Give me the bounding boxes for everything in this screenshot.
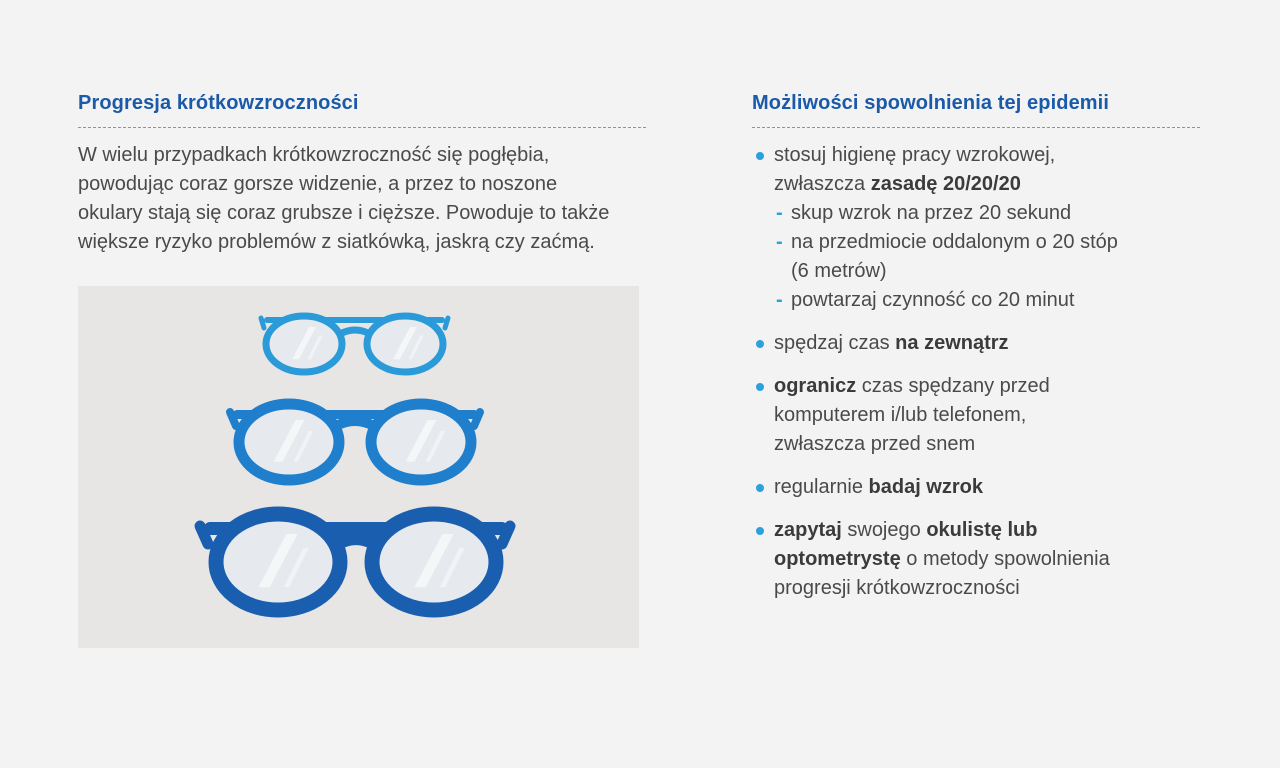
tip-text: komputerem i/lub telefonem,	[774, 404, 1027, 426]
glasses-graphic	[78, 286, 639, 648]
bullet-dot-icon	[756, 527, 764, 535]
bullet-dot-icon	[756, 152, 764, 160]
tip-text-part: regularnie	[774, 476, 869, 498]
sub-text: powtarzaj czynność co 20 minut	[791, 289, 1075, 311]
tip-text: zwłaszcza przed snem	[774, 433, 976, 455]
right-column	[752, 92, 1202, 617]
tip-text-part: zwłaszcza	[774, 173, 871, 195]
sub-list-item	[774, 286, 1202, 315]
dash-icon: -	[776, 231, 783, 253]
sub-text-cont: (6 metrów)	[791, 260, 887, 282]
dash-icon: -	[776, 202, 783, 224]
tip-text: stosuj higienę pracy wzrokowej,	[774, 144, 1056, 166]
tip-bold: badaj wzrok	[868, 476, 983, 498]
tip-bold: ogranicz	[774, 375, 857, 397]
list-item	[752, 329, 1202, 358]
left-heading: Progresja krótkowzroczności	[78, 92, 359, 114]
tip-bold: na zewnątrz	[895, 332, 1009, 354]
sub-list-item	[774, 199, 1202, 228]
bullet-dot-icon	[756, 484, 764, 492]
sub-list-item	[774, 228, 1202, 286]
tip-text-part: czas spędzany przed	[856, 375, 1050, 397]
tip-text-part: o metody spowolnienia	[900, 548, 1110, 570]
tip-text	[774, 329, 1202, 358]
tip-text	[774, 545, 1202, 574]
glasses-illustration	[78, 286, 639, 648]
glasses-small-icon	[261, 316, 448, 372]
left-divider	[78, 127, 646, 128]
tip-text-part: swojego	[841, 519, 927, 541]
sub-text: skup wzrok na przez 20 sekund	[791, 202, 1072, 224]
list-item	[752, 372, 1202, 459]
list-item	[752, 141, 1202, 315]
tip-bold: zasadę 20/20/20	[870, 173, 1021, 195]
tip-text	[774, 473, 1202, 502]
tip-text-part: spędzaj czas	[774, 332, 896, 354]
sub-text: na przedmiocie oddalonym o 20 stóp	[791, 231, 1118, 253]
sub-list	[774, 199, 1202, 315]
tip-bold: optometrystę	[774, 548, 901, 570]
right-heading: Możliwości spowolnienia tej epidemii	[752, 92, 1109, 114]
left-column	[78, 92, 648, 257]
glasses-large-icon	[200, 514, 510, 610]
glasses-medium-icon	[230, 404, 480, 480]
tip-bold: okulistę lub	[926, 519, 1038, 541]
bullet-dot-icon	[756, 383, 764, 391]
tips-list	[752, 141, 1202, 603]
tip-text: progresji krótkowzroczności	[774, 577, 1020, 599]
intro-line: okulary stają się coraz grubsze i cięższe. Powoduje to także	[78, 202, 610, 224]
right-divider	[752, 127, 1200, 128]
tip-bold: zapytaj	[774, 519, 842, 541]
bullet-dot-icon	[756, 340, 764, 348]
list-item	[752, 516, 1202, 603]
intro-line: powodując coraz gorsze widzenie, a przez to noszone	[78, 173, 558, 195]
tip-text	[774, 372, 1202, 401]
tip-text	[774, 170, 1202, 199]
dash-icon: -	[776, 289, 783, 311]
intro-line: większe ryzyko problemów z siatkówką, jaskrą czy zaćmą.	[78, 231, 595, 253]
intro-paragraph	[78, 141, 648, 257]
intro-line: W wielu przypadkach krótkowzroczność się pogłębia,	[78, 144, 550, 166]
list-item	[752, 473, 1202, 502]
tip-text	[774, 516, 1202, 545]
